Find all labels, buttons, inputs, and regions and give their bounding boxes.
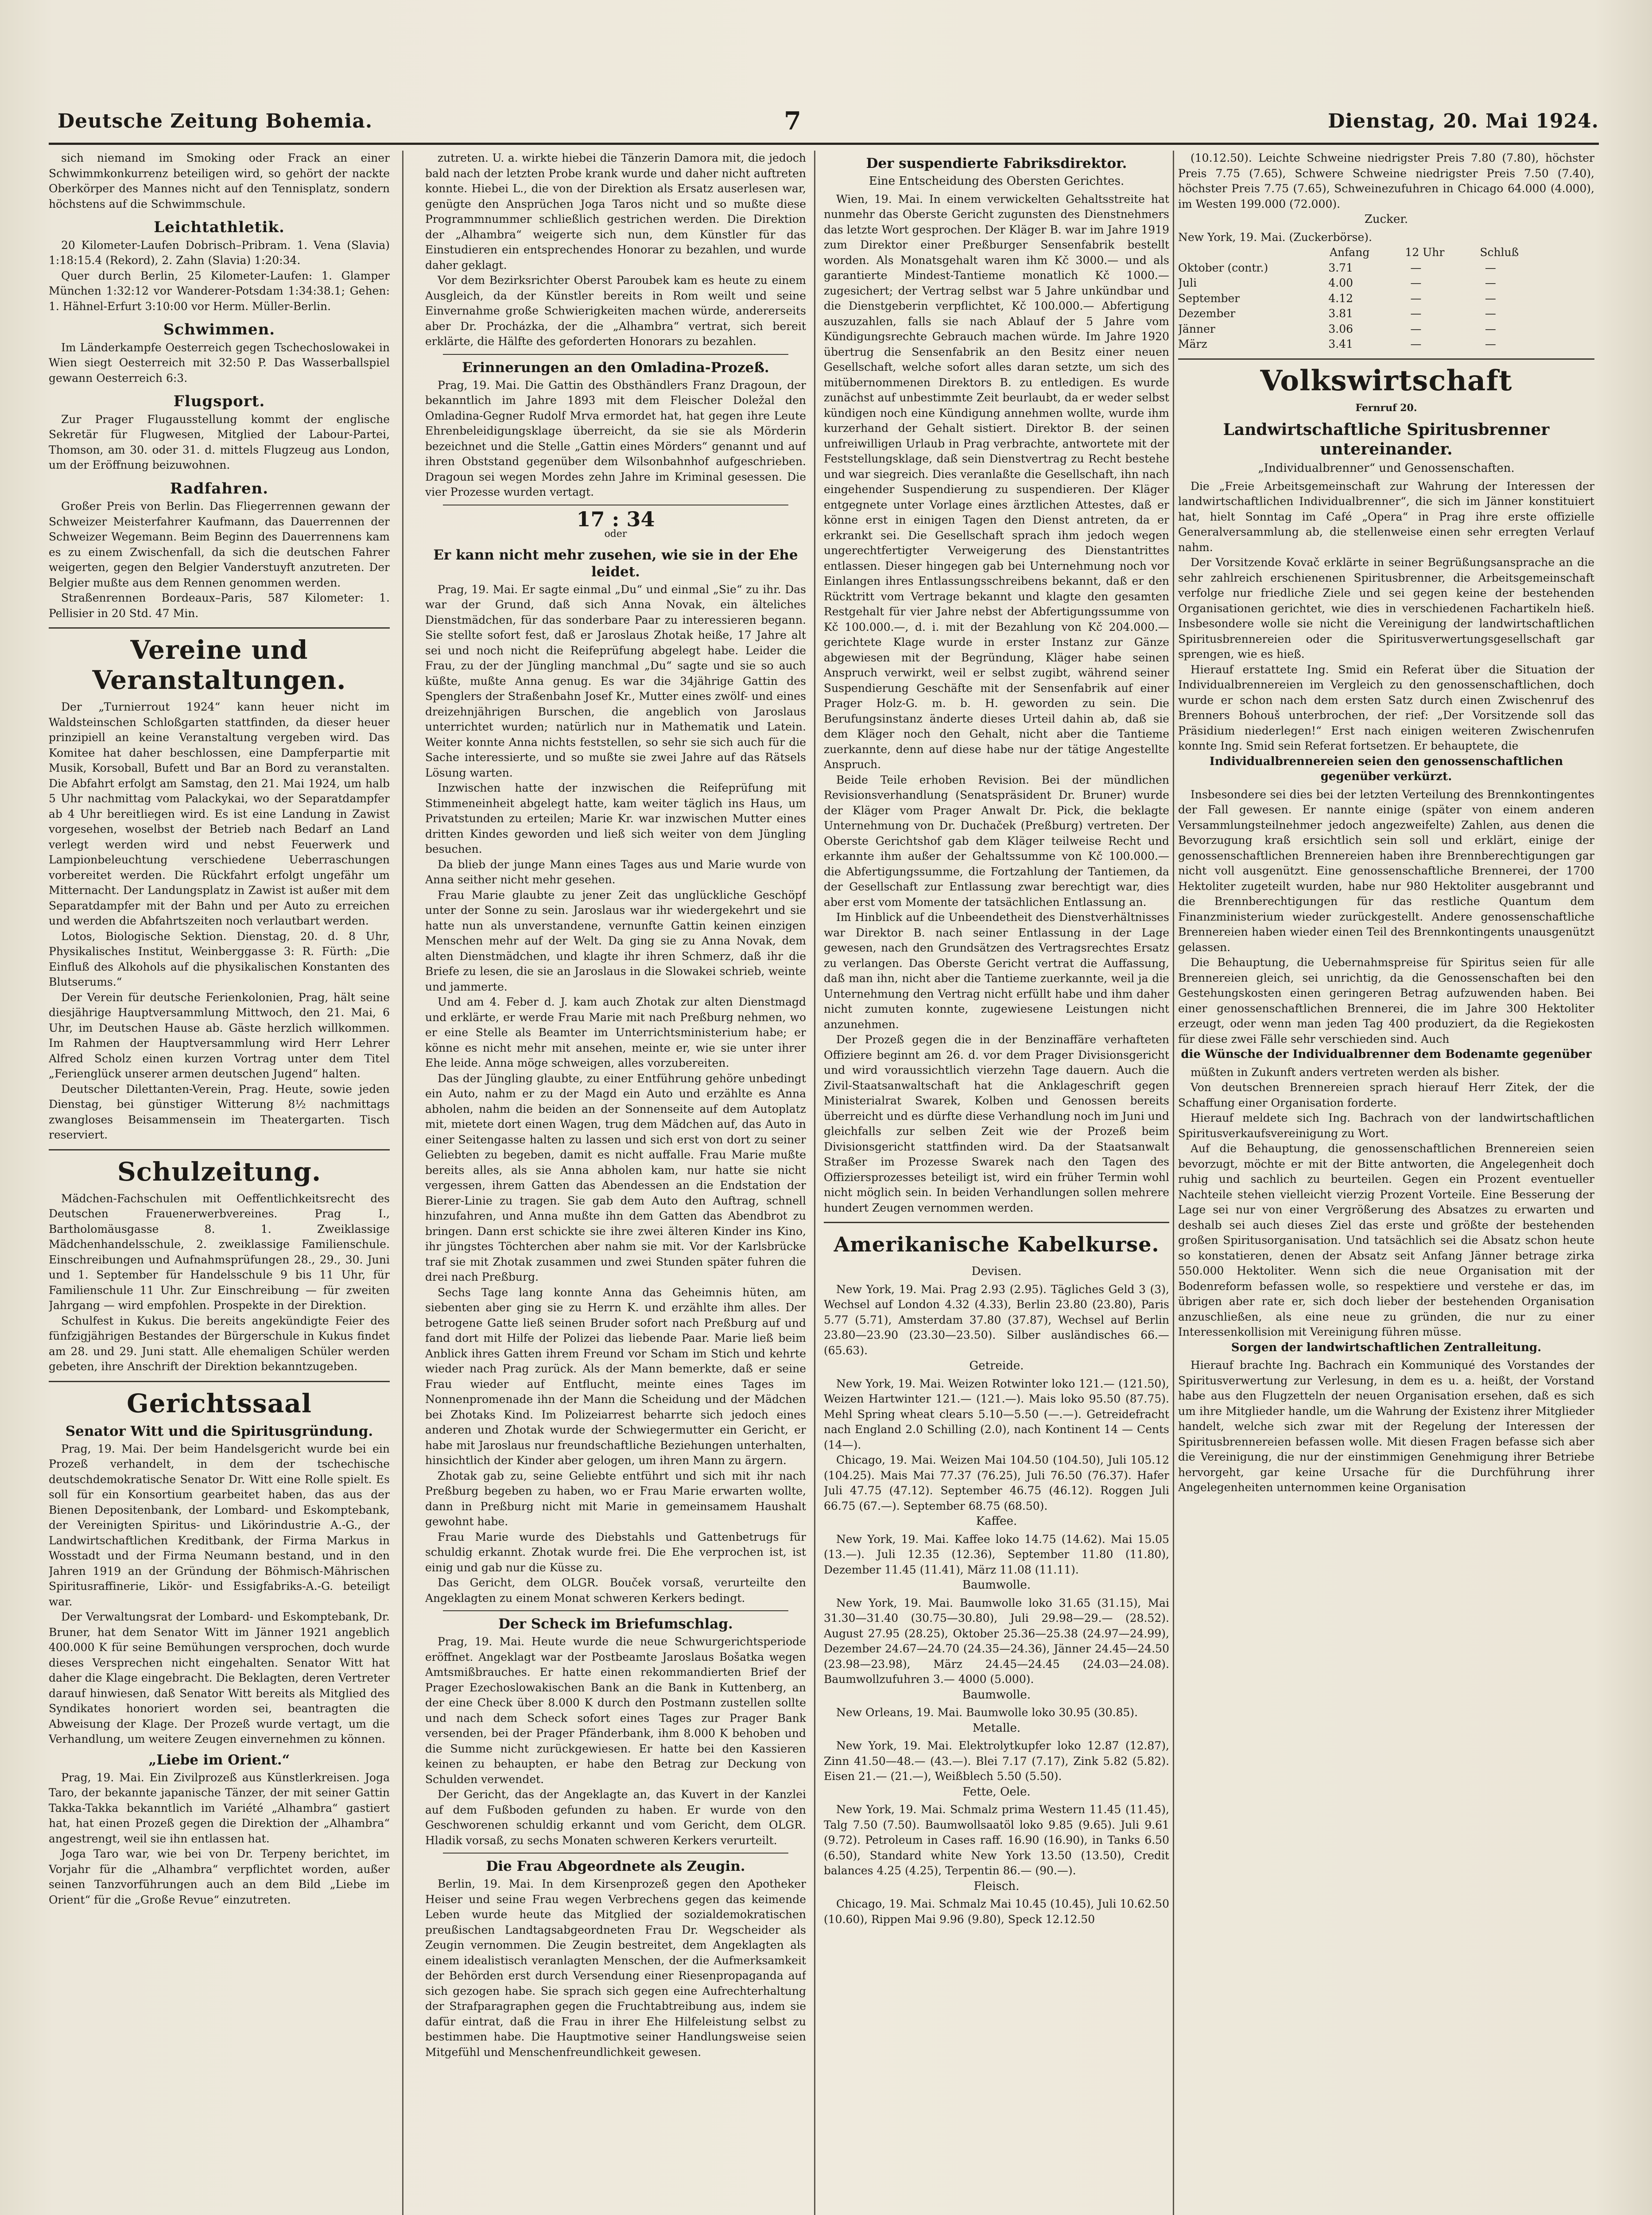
table-cell: 3.06 — [1328, 322, 1353, 335]
article-text: Hierauf brachte Ing. Bachrach ein Kommuniqué des Vorstandes der Spiritusverwertung zur Verlesung, in dem es u. a. heißt, der Vorstand habe aus den Flugzetteln der neuen Organisation ersehen, daß es sich um ihre Mitglieder handle, um die Wahrung der Existenz ihrer Mitglieder handelt, welche sich zwar mit der Regelung der Interessen der Spiritusbrennereien befassen wolle. Mit diesen Fragen befasse sich aber die Vereinigung, die nur der einstimmigen Genehmigung ihrer Betriebe hervorgeht, gar keine Ursache für die Durchführung ihrer Angelegenheiten unternommen keine Organisation — [1178, 1359, 1594, 1494]
market-text: New York, 19. Mai. Weizen Rotwinter loko 121.— (121.50), Weizen Hartwinter 121.— (121.—). Mais loko 95.50 (87.75). Mehl Spring wheat clears 5.10—5.50 (—.—). Getreidefracht nach England 2.0 Schilling (2.0), nach Kontinent 14 — Cents (14—). — [824, 1377, 1169, 1451]
section-title: Schulzeitung. — [117, 1156, 322, 1187]
market-heading: Metalle. — [972, 1721, 1021, 1735]
article-text: Auf die Behauptung, die genossenschaftlichen Brennereien seien bevorzugt, möchte er mit der Bitte antworten, die Angelegenheit doch ruhig und sachlich zu beurteilen. Gegen ein Prozent eventueller Nachteile stehen vielleicht vierzig Prozent Vorteile. Eine Besserung der Lage sei nur von einer Vergrößerung des Absatzes zu erwarten und deshalb sei auch dieses Ziel das erste und größte der bestehenden großen Spiritusorganisation. Und tatsächlich sei die Absatz schon heute so konstatieren, denen der Absatz seit Anfang Jänner betrage zirka 550.000 Hektoliter. Wenn sich die neue Organisation mit der Bodenreform befassen wolle, so respektiere und verstehe er das, im übrigen aber rate er, sich doch lieber der bestehenden Organisation anzuschließen, als eine neue zu gründen, die nur zu einer Interessenkollision mit Vereinigung führen müsse. — [1178, 1142, 1594, 1338]
section-title: Amerikanische Kabelkurse. — [834, 1232, 1160, 1256]
article-text: Die „Freie Arbeitsgemeinschaft zur Wahrung der Interessen der landwirtschaftlichen Individualbrenner“, die sich im Jänner konstituiert hat, hielt Sonntag im Café „Opera“ in Prag ihre erste offizielle Generalversammlung ab, die stellenweise einen sehr erregten Verlauf nahm. — [1178, 479, 1594, 554]
table-row — [1178, 260, 1536, 276]
table-cell: — — [1410, 322, 1422, 335]
table-row-label: September — [1178, 291, 1240, 305]
article-rule — [443, 1610, 788, 1611]
table-cell: 3.41 — [1328, 338, 1353, 350]
column-divider — [402, 151, 403, 2215]
article-text: Im Länderkampfe Oesterreich gegen Tschechoslowakei in Wien siegt Oesterreich mit 32:50 P. Das Wasserballspiel gewann Oesterreich 6:3. — [49, 341, 390, 385]
article-text: Und am 4. Feber d. J. kam auch Zhotak zur alten Dienstmagd und erklärte, er werde Frau Marie mit nach Preßburg nehmen, wo er eine Stelle als Beamter im Unterrichtsministerium habe; er könne es nicht mehr mit ansehen, meinte er, wie sie unter ihrer Ehe leide. Anna möge schweigen, alles vorzubereiten. — [425, 995, 806, 1069]
article-headline: „Liebe im Orient.“ — [148, 1752, 290, 1768]
article-text: Prag, 19. Mai. Die Gattin des Obsthändlers Franz Dragoun, der bekanntlich im Jahre 1893 mit dem Fleischer Doležal den Omladina-Gegner Rudolf Mrva ermordet hat, hat gegen ihre Leute Ehrenbeleidigungsklage überreicht, da sie sie als Mörderin bezeichnet und die Stelle „Gattin eines Mörders“ genannt und auf ihren Obststand gegenüber dem Wilsonbahnhof aufgeschrieben. Dragoun sei wegen Mordes zehn Jahre im Kriminal gesessen. Die vier Prozesse wurden vertagt. — [425, 378, 806, 498]
market-heading: Fette, Oele. — [962, 1785, 1031, 1799]
article-text: Quer durch Berlin, 25 Kilometer-Laufen: 1. Glamper München 1:32:12 vor Wanderer-Potsdam 1:34:38.1; Gehen: 1. Hähnel-Erfurt 3:10:00 vor Herm. Müller-Berlin. — [49, 269, 390, 313]
market-text: New York, 19. Mai. Prag 2.93 (2.95). Tägliches Geld 3 (3), Wechsel auf London 4.32 (4.33), Berlin 23.80 (23.80), Paris 5.77 (5.71), Amsterdam 37.80 (37.87), Wechsel auf Berlin 23.80—23.90 (23.30—23.50). Silber ausländisches 66.— (65.63). — [824, 1282, 1169, 1357]
table-corner — [1178, 245, 1312, 260]
column-4 — [1178, 151, 1594, 2215]
article-text: Vor dem Bezirksrichter Oberst Paroubek kam es heute zu einem Ausgleich, da der Künstler bereits in Rom weilt und seine Einvernahme große Schwierigkeiten machen würde, andererseits aber Dr. Procházka, der die „Alhambra“ vertrat, sich bereit erklärte, die Hälfte des geforderten Honorars zu bezahlen. — [425, 274, 806, 348]
table-row — [1178, 337, 1536, 352]
sugar-table — [1178, 245, 1536, 352]
table-cell: 4.00 — [1328, 276, 1353, 289]
section-heading: Leichtathletik. — [154, 218, 285, 236]
table-row-label: Jänner — [1178, 322, 1215, 335]
section-heading: Flugsport. — [173, 392, 265, 410]
section-rule — [49, 627, 390, 629]
section-rule — [49, 1381, 390, 1382]
table-row — [1178, 306, 1536, 322]
article-text: Da blieb der junge Mann eines Tages aus und Marie wurde von Anna seither nicht mehr gesehen. — [425, 858, 806, 886]
market-heading: Baumwolle. — [962, 1688, 1031, 1702]
article-text: Prag, 19. Mai. Er sagte einmal „Du“ und einmal „Sie“ zu ihr. Das war der Grund, daß sich Anna Novak, ein älteliches Dienstmädchen, für das sonderbare Paar zu interessieren begann. Sie stellte sofort fest, daß er Jaroslaus Zhotak heiße, 17 Jahre alt sei und noch nicht die Reifeprüfung abgelegt habe. Leider die Frau, zu der der Jüngling manchmal „Du“ sagte und sie so auch küßte, mußte Anna genug. Es war die 34jährige Gattin des Spenglers der Straßenbahn Josef Kr., Mutter eines zwölf- und eines dreizehnjährigen Burschen, die angeblich von Jaroslaus unterrichtet wurden; natürlich nur in Mathematik und Latein. Weiter konnte Anna nichts feststellen, so sehr sie sich auch für die Sache interessierte, und so mußte sie zwei Jahre auf das Rätsels Lösung warten. — [425, 583, 806, 779]
article-headline: Erinnerungen an den Omladina-Prozeß. — [462, 359, 769, 376]
article-text: Von deutschen Brennereien sprach hierauf Herr Zitek, der die Schaffung einer Organisation forderte. — [1178, 1081, 1594, 1109]
table-cell: 3.71 — [1328, 261, 1353, 274]
article-rule — [443, 354, 788, 355]
table-column-header: Anfang — [1330, 246, 1370, 259]
column-divider — [814, 151, 815, 2215]
table-row — [1178, 322, 1536, 337]
table-column-header: Schluß — [1480, 246, 1519, 259]
article-text: Prag, 19. Mai. Ein Zivilprozeß aus Künstlerkreisen. Joga Taro, der bekannte japanische Tänzer, der mit seiner Gattin Takka-Takka bekanntlich im Variété „Alhambra“ gastiert hat, hat einen Prozeß gegen die Direktion der „Alhambra“ angestrengt, weil sie ihn entlassen hat. — [49, 1771, 390, 1845]
article-headline: Landwirtschaftliche Spiritusbrenner untereinander. — [1223, 420, 1550, 459]
article-headline: Die Frau Abgeordnete als Zeugin. — [486, 1858, 745, 1874]
article-headline: Der suspendierte Fabriksdirektor. — [866, 155, 1127, 171]
article-text: Wien, 19. Mai. In einem verwickelten Gehaltsstreite hat nunmehr das Oberste Gericht zugunsten des Dienstnehmers das letzte Wort gesprochen. Der Kläger B. war im Jahre 1919 zum Direktor einer Preßburger Sensenfabrik bestellt worden. Als Monatsgehalt waren ihm Kč 3000.— und als garantierte Mindest-Tantieme monatlich Kč 1000.— zugesichert; der Vertrag selbst war 5 Jahre unkündbar und die Dienstgeberin verpflichtet, Kč 100.000.— Abfertigung auszuzahlen, falls sie nach Ablauf der 5 Jahre vom Kündigungsrechte Gebrauch machen würde. Im Jahre 1920 übertrug die Sensenfabrik an den Besitz einer neuen Gesellschaft, welche sofort alles daran setzte, um sich des mitübernommenen Direktors B. zu entledigen. Es wurde zunächst auf unbestimmte Zeit beurlaubt, da er weder selbst kündigen noch eine Kündigung annehmen wollte, wurde ihm kurzerhand der Gehalt sistiert. Direktor B. der seinen unfreiwilligen Urlaub in Prag verbrachte, antwortete mit der Feststellungsklage, daß sein Dienstvertrag zu Recht bestehe und war siegreich. Dies veranlaßte die Gesellschaft, ihn nach eingehender Suspendierung zu suspendieren. Der Kläger entgegnete unter Vorlage eines ärztlichen Attestes, daß er könne erst in einigen Tagen den Dienst antreten, da er erkrankt sei. Die Gesellschaft sprach ihm jedoch wegen ungerechtfertigter Verweigerung des Dienstantrittes entlassen. Dieser hingegen gab bei Unternehmung noch vor Einlangen ihres Entlassungsschreibens bekannt, daß er den Rücktritt vom Vertrage bekannt und klagte den gesamten Restgehalt für vier Jahre nebst der Abfertigungssumme von Kč 100.000.—, d. i. mit der Bezahlung von Kč 204.000.— gerichtete Klage wurde in erster Instanz zur Gänze abgewiesen mit der Begründung, Kläger habe seinen Anspruch verwirkt, weil er selbst zugibt, während seiner Suspendierung Geschäfte mit der Sensenfabrik auf einer Prager Holz-G. m. b. H. geworden zu sein. Die Berufungsinstanz änderte dieses Urteil dahin ab, daß sie dem Kläger noch den Gehalt, nicht aber die Tantieme zuerkannte, denn auf diese habe nur der tätige Angestellte Anspruch. — [824, 192, 1169, 771]
article-subheadline: die Wünsche der Individualbrenner dem Bodenamte gegenüber — [1181, 1048, 1592, 1061]
article-text: Die Behauptung, die Uebernahmspreise für Spiritus seien für alle Brennereien gleich, sei unrichtig, da die Genossenschaften bei den Gestehungskosten einen geringeren Betrag aufzuwenden haben. Bei einer genossenschaftlichen Brennerei, die im Jahre 300 Hektoliter erzeugt, oder wenn man jeden Tag 400 produziert, da die Regiekosten für diese zwei Fälle sehr verschieden sind. Auch — [1178, 956, 1594, 1045]
article-text: zutreten. U. a. wirkte hiebei die Tänzerin Damora mit, die jedoch bald nach der letzten Probe krank wurde und daher nicht auftreten konnte. Hiebei L., die von der Direktion als Ersatz auserlesen war, genügte den Ansprüchen Joga Taros nicht und so mußte diese Programmnummer schließlich gestrichen werden. Die Direktion der „Alhambra“ weigerte sich nun, dem Künstler für das Einstudieren ein entsprechendes Honorar zu bezahlen, und wurde daher geklagt. — [425, 152, 806, 272]
article-text: Zhotak gab zu, seine Geliebte entführt und sich mit ihr nach Preßburg begeben zu haben, wo er Frau Marie erwarten wollte, dann in Preßburg nicht mit Marie in gemeinsamem Haushalt gewohnt habe. — [425, 1469, 806, 1528]
section-title: Vereine und Veranstaltungen. — [92, 635, 346, 695]
article-subheadline: Eine Entscheidung des Obersten Gerichtes. — [869, 175, 1125, 188]
headline-connector: oder — [604, 528, 627, 540]
table-row-label: Juli — [1178, 276, 1197, 289]
table-cell: — — [1485, 307, 1496, 320]
market-text: Chicago, 19. Mai. Schmalz Mai 10.45 (10.45), Juli 10.62.50 (10.60), Rippen Mai 9.96 (9.80), Speck 12.12.50 — [824, 1897, 1169, 1926]
masthead-date: Dienstag, 20. Mai 1924. — [1328, 110, 1599, 132]
article-text: 20 Kilometer-Laufen Dobrisch–Pribram. 1. Vena (Slavia) 1:18:15.4 (Rekord), 2. Zahn (Slavia) 1:20:34. — [49, 238, 390, 267]
article-subheadline: Sorgen der landwirtschaftlichen Zentralleitung. — [1231, 1341, 1542, 1354]
market-text: Chicago, 19. Mai. Weizen Mai 104.50 (104.50), Juli 105.12 (104.25). Mais Mai 77.37 (76.25), Juli 76.50 (76.37). Hafer Juli 47.75 (47.12). September 46.75 (46.12). Roggen Juli 66.75 (67.—). September 68.75 (68.50). — [824, 1453, 1169, 1512]
market-heading: Kaffee. — [976, 1515, 1017, 1528]
article-rule — [443, 1853, 788, 1854]
article-text: Schulfest in Kukus. Die bereits angekündigte Feier des fünfzigjährigen Bestandes der Bürgerschule in Kukus findet am 28. und 29. Juni statt. Alle ehemaligen Schüler werden gebeten, ihre Anschrift der Direktion bekanntzugeben. — [49, 1314, 390, 1373]
market-heading: Devisen. — [971, 1265, 1022, 1278]
column-1 — [49, 151, 390, 2215]
article-text: Hierauf meldete sich Ing. Bachrach von der landwirtschaftlichen Spiritusverkaufsvereinigung zu Wort. — [1178, 1111, 1594, 1140]
table-cell: — — [1410, 338, 1422, 350]
article-text: Im Hinblick auf die Unbeendetheit des Dienstverhältnisses war Direktor B. nach seiner Entlassung in der Lage gewesen, nach den Grundsätzen des Vertragsrechtes Ersatz zu verlangen. Das Oberste Gericht vertrat die Auffassung, daß man ihn, nicht aber die Tantieme zuerkannte, weil ja die Unternehmung den Vertrag nicht erfüllt habe und ihm daher nicht zumuten konnte, zugewiesene Leistungen nicht anzunehmen. — [824, 911, 1169, 1031]
article-text: Frau Marie wurde des Diebstahls und Gattenbetrugs für schuldig erkannt. Zhotak wurde frei. Die Ehe verprochen ist, ist einig und gab nur die Küsse zu. — [425, 1530, 806, 1574]
article-text: Das Gericht, dem OLGR. Bouček vorsaß, verurteilte den Angeklagten zu einem Monat schweren Kerkers bedingt. — [425, 1576, 806, 1605]
table-row-label: Oktober (contr.) — [1178, 261, 1268, 274]
table-cell: — — [1410, 261, 1422, 274]
article-text: Beide Teile erhoben Revision. Bei der mündlichen Revisionsverhandlung (Senatspräsident Dr. Bruner) wurde der Kläger vom Prager Anwalt Dr. Pick, die beklagte Unternehmung von Dr. Duchaček (Preßburg) vertreten. Der Oberste Gerichtshof gab dem Kläger teilweise Recht und erkannte ihm außer der Gehaltssumme von Kč 100.000.— die Abfertigungssumme, die Fortzahlung der Tantiemen, da der Gesellschaft zur Entlassung zwar berechtigt war, dies aber erst vom Momente der tatsächlichen Entlassung an. — [824, 773, 1169, 909]
market-text: (10.12.50). Leichte Schweine niedrigster Preis 7.80 (7.80), höchster Preis 7.75 (7.65), Schwere Schweine niedrigster Preis 7.50 (7.40), höchster Preis 7.75 (7.65), Schweinezufuhren in Chicago 64.000 (4.000), im Westen 199.000 (72.000). — [1178, 152, 1594, 210]
table-cell: — — [1485, 276, 1496, 289]
column-2 — [425, 151, 806, 2215]
table-cell: — — [1410, 291, 1422, 305]
section-rule — [1178, 358, 1594, 360]
headline-score: 17 : 34 — [576, 507, 655, 531]
market-heading: Fleisch. — [973, 1879, 1020, 1893]
market-heading: Getreide. — [969, 1359, 1024, 1372]
article-text: Der Prozeß gegen die in der Benzinaffäre verhafteten Offiziere beginnt am 26. d. vor dem Prager Divisionsgericht und wird voraussichtlich vierzehn Tage dauern. Auch die Zivil-Staatsanwaltschaft hat die Anklageschrift gegen Ministerialrat Swarek, Kolben und Genossen bereits überreicht und es dürfte diese Verhandlung noch im Juni und gleichfalls zur selben Zeit wie der Prozeß beim Divisionsgericht stattfinden wird. Da der Staatsanwalt Straßer im Prozesse Swarek nach den Tagen des Offiziersprozesses beteiligt ist, wird ein früher Termin wohl nicht möglich sein. In beiden Verhandlungen sollen mehrere hundert Zeugen vernommen werden. — [824, 1033, 1169, 1214]
page-number: 7 — [784, 106, 802, 136]
table-row — [1178, 276, 1536, 291]
article-text: Berlin, 19. Mai. In dem Kirsenprozeß gegen den Apotheker Heiser und seine Frau wegen Verbrechens gegen das keimende Leben wurde heute das Mitglied der sozialdemokratischen preußischen Landtagsabgeordneten Frau Dr. Wegscheider als Zeugin vernommen. Die Zeugin bestreitet, dem Angeklagten als einem idealistisch veranlagten Menschen, der die Aufmerksamkeit der Behörden erst durch Versendung einer Riesenpropaganda auf sich gezogen habe. Sie sprach sich gegen eine Aufrechterhaltung der Strafparagraphen gegen die Fruchtabtreibung aus, indem sie dafür eintrat, daß die Frau in ihrer Ehe Hilfeleistung selbst zu bestimmen habe. Die Hauptmotive seiner Handlungsweise seien Mitgefühl und Menschenfreundlichkeit gewesen. — [425, 1877, 806, 2059]
table-cell: — — [1485, 338, 1496, 350]
market-text: New York, 19. Mai. Elektrolytkupfer loko 12.87 (12.87), Zinn 41.50—48.— (43.—). Blei 7.17 (7.17), Zink 5.82 (5.82). Eisen 21.— (21.—), Weißblech 5.50 (5.50). — [824, 1739, 1169, 1783]
article-text: Prag, 19. Mai. Der beim Handelsgericht wurde bei ein Prozeß verhandelt, in dem der tschechische deutschdemokratische Senator Dr. Witt eine Rolle spielt. Es soll für ein Konsortium gearbeitet haben, das aus der Bienen Depositenbank, der Lombard- und Eskomptebank, der Vereinigten Spiritus- und Likörindustrie A.-G., der Landwirtschaftlichen Kreditbank, der Firma Markus in Wosstadt und der Firma Neumann bestand, und in den Jahren 1919 an der Gründung der Böhmisch-Mährischen Spiritusraffinerie, Likör- und Essigfabriks-A.-G. beteiligt war. — [49, 1442, 390, 1608]
article-text: Insbesondere sei dies bei der letzten Verteilung des Brennkontingentes der Fall gewesen. Er nannte einige (später von einem anderen Versammlungsteilnehmer jedoch angezweifelte) Zahlen, aus denen die Bevorzugung kraß ersichtlich sein soll und erklärt, einige der genossenschaftlichen Brennereien haben ihre Brennberechtigungen gar nicht voll ausgenützt. Eine genossenschaftliche Brennerei, der 1700 Hektoliter zugeteilt wurden, habe nur 980 Hektoliter ausgebrannt und die Brennberechtigungen für das restliche Quantum dem Finanzministerium wieder zurückgestellt. Andere genossenschaftliche Brennereien haben wieder einen Teil des Brennkontingents unausgenützt gelassen. — [1178, 788, 1594, 954]
article-text: Lotos, Biologische Sektion. Dienstag, 20. d. 8 Uhr, Physikalisches Institut, Weinberggasse 3: R. Fürth: „Die Einfluß des Alkohols auf die physikalischen Konstanten des Blutserums.“ — [49, 929, 390, 988]
section-heading: Radfahren. — [170, 479, 269, 497]
article-text: Der Verein für deutsche Ferienkolonien, Prag, hält seine diesjährige Hauptversammlung Mittwoch, den 21. Mai, 6 Uhr, im Deutschen Hause ab. Gäste herzlich willkommen. Im Rahmen der Hauptversammlung wird Herr Lehrer Alfred Scholz einen kurzen Vortrag unter dem Titel „Ferienglück unserer armen deutschen Jugend“ halten. — [49, 991, 390, 1080]
table-row — [1178, 291, 1536, 307]
table-cell: — — [1485, 322, 1496, 335]
article-headline: Er kann nicht mehr zusehen, wie sie in der Ehe leidet. — [433, 547, 798, 580]
header-rule — [49, 143, 1599, 145]
section-heading: Schwimmen. — [163, 321, 275, 338]
masthead-left: Deutsche Zeitung Bohemia. — [58, 110, 373, 132]
market-text: New York, 19. Mai. Baumwolle loko 31.65 (31.15), Mai 31.30—31.40 (30.75—30.80), Juli 29.98—29.— (28.52). August 27.95 (28.25), Oktober 25.36—25.38 (24.97—24.99), Dezember 24.67—24.70 (24.35—24.36), Jänner 24.45—24.50 (23.98—23.98), März 24.45—24.45 (24.03—24.08). Baumwollzufuhren 3.— 4000 (5.000). — [824, 1596, 1169, 1686]
article-text: Deutscher Dilettanten-Verein, Prag. Heute, sowie jeden Dienstag, bei günstiger Witterung 8½ nachmittags zwangloses Beisammensein im Theatergarten. Tisch reserviert. — [49, 1082, 390, 1141]
table-row-label: Dezember — [1178, 307, 1236, 320]
article-headline: Senator Witt und die Spiritusgründung. — [65, 1423, 373, 1439]
article-text: Der Gericht, das der Angeklagte an, das Kuvert in der Kanzlei auf dem Fußboden gefunden zu haben. Er wurde von den Geschworenen schuldig erkannt und vom Gericht, dem OLGR. Hladik vorsaß, zu sechs Monaten schweren Kerkers verurteilt. — [425, 1788, 806, 1847]
article-text: Der Verwaltungsrat der Lombard- und Eskomptebank, Dr. Bruner, hat dem Senator Witt im Jänner 1921 angeblich 400.000 K für seine Bemühungen versprochen, doch wurde dieses Versprechen nicht eingehalten. Senator Witt hat daher die Klage eingebracht. Die Beklagten, deren Vertreter darauf hinwiesen, daß Senator Witt bereits als Mitglied des Syndikates honoriert worden sei, beantragten die Abweisung der Klage. Der Prozeß wurde vertagt, um die Verhandlung, um weitere Zeugen einvernehmen zu können. — [49, 1610, 390, 1745]
section-rule — [49, 1149, 390, 1150]
market-heading: Zucker. — [1364, 213, 1408, 226]
market-heading: Baumwolle. — [962, 1578, 1031, 1592]
article-text: Hierauf erstattete Ing. Smid ein Referat über die Situation der Individualbrennereien im Vergleich zu den genossenschaftlichen, doch wurde er schon nach dem ersten Satz durch einen Zwischenruf des Brenners Bohouš unterbrochen, der rief: „Der Vorsitzende soll das Präsidium niederlegen!“ Erst nach einigen weiteren Zwischenrufen konnte Ing. Smid sein Referat fortsetzen. Er behauptete, die — [1178, 663, 1594, 752]
section-rule — [824, 1222, 1169, 1223]
article-subheadline: „Individualbrenner“ und Genossenschaften. — [1258, 462, 1515, 475]
article-headline: Der Scheck im Briefumschlag. — [498, 1616, 733, 1632]
article-text: Straßenrennen Bordeaux–Paris, 587 Kilometer: 1. Pellisier in 20 Std. 47 Min. — [49, 591, 390, 620]
article-text: müßten in Zukunft anders vertreten werden als bisher. — [1191, 1065, 1500, 1079]
article-text: Sechs Tage lang konnte Anna das Geheimnis hüten, am siebenten aber ging sie zu Herrn K. und erzählte ihm alles. Der betrogene Gatte ließ seinen Bruder sofort nach Preßburg auf und fand dort mit Hilfe der Polizei das liebende Paar. Marie ließ beim Anblick ihres Gatten ihrem Freund vor Scham im Stich und kehrte wieder nach Prag zurück. Als der Mann bemerkte, daß er seine Frau wieder auf Entflucht, meinte eines Tages im Nonnenpromenade ihn der Mann die Scheidung und der Mädchen bei Zhotaks Kind. Im Polizeiarrest beharrte sich jedoch eines anderen und Zhotak wurde der Schwiegermutter ein Gericht, er habe mit Jaroslaus nur freundschaftliche Beziehungen unterhalten, hinsichtlich der Kinder aber gelogen, um ihren Mann zu ärgern. — [425, 1286, 806, 1467]
table-cell: 4.12 — [1328, 291, 1353, 305]
market-text: New York, 19. Mai. Schmalz prima Western 11.45 (11.45), Talg 7.50 (7.50). Baumwollsaatöl loko 9.85 (9.65). Juli 9.61 (9.72). Petroleum in Cases raff. 16.90 (16.90), in Tanks 6.50 (6.50), Standard white New York 13.50 (13.50), Credit balances 4.25 (4.25), Terpentin 86.— (90.—). — [824, 1803, 1169, 1877]
article-text: sich niemand im Smoking oder Frack an einer Schwimmkonkurrenz beteiligen wird, so gehört der nackte Oberkörper des Mannes nicht auf den Tennisplatz, sondern höchstens auf die Schwimmschule. — [49, 152, 390, 210]
article-text: Der „Turnierrout 1924“ kann heuer nicht im Waldsteinschen Schloßgarten stattfinden, da dieser heuer prinzipiell an keine Veranstaltung vergeben wird. Das Komitee hat daher beschlossen, eine Dampferpartie mit Musik, Korsoball, Bufett und Bar an Bord zu veranstalten. Die Abfahrt erfolgt am Samstag, den 21. Mai 1924, um halb 5 Uhr nachmittag vom Palackykai, wo der Separatdampfer ab 4 Uhr bereitliegen wird. Es ist eine Landung in Zawist vorgesehen, woselbst der Betrieb nach Bedarf an Land verlegt werden wird und nebst Feuerwerk und Lampionbeleuchtung verschiedene Ueberraschungen vorbereitet werden. Die Rückfahrt erfolgt ungefähr um Mitternacht. Der Landungsplatz in Zawist ist außer mit dem Separatdampfer mit der Bahn und per Auto zu erreichen und werden die Abfahrtszeiten noch verlautbart werden. — [49, 700, 390, 927]
table-cell: — — [1410, 307, 1422, 320]
sugar-exchange-title: New York, 19. Mai. (Zuckerbörse). — [1178, 230, 1372, 244]
table-cell: — — [1485, 291, 1496, 305]
article-text: Prag, 19. Mai. Heute wurde die neue Schwurgerichtsperiode eröffnet. Angeklagt war der Postbeamte Jaroslaus Bošatka wegen Amtsmißbrauches. Er hatte einen rekommandierten Brief der Prager Ezechoslowakischen Bank an die Bank in Kuttenberg, an der eine Check über 8.000 K durch den Postmann zustellen sollte und nach dem Scheck sofort eines Tages zur Prager Bank versenden, bei der Prager Pfänderbank, ihm 8.000 K behoben und die Summe nicht zurückgewiesen. Er hatte bei den Kassieren keinen zu behaupten, er habe den Betrag zur Deckung von Schulden verwendet. — [425, 1635, 806, 1786]
article-text: Inzwischen hatte der inzwischen die Reifeprüfung mit Stimmeneinheit abgelegt hatte, kam weiter täglich ins Haus, um Privatstunden zu erteilen; Marie Kr. war inzwischen Mutter eines dritten Kindes geworden und ließ sich weiter von dem Jüngling besuchen. — [425, 781, 806, 855]
article-text: Das der Jüngling glaubte, zu einer Entführung gehöre unbedingt ein Auto, nahm er zu der Magd ein Auto und erzählte es Anna abholen, nahm die beiden an der Sonnenseite auf dem Autoplatz mit, mietete dort einen Wagen, trug dem Mädchen auf, das Auto in einer Seitengasse halten zu lassen und sich erst von dort zu seiner Geliebten zu begeben, damit es nicht auffalle. Frau Marie mußte bereits alles, als sie Anna abholen kam, nur hatte sie nicht vergessen, ihrem Gatten das Abendessen an die Endstation der Bierer-Linie zu tragen. Sie gab dem Auto den Auftrag, schnell hinzufahren, und Anna mußte ihn dem Gatten das Abendbrot zu bringen. Dann erst schickte sie ihre zwei älteren Kinder ins Kino, ihr jüngstes Töchterchen aber nahm sie mit. Vor der Karlsbrücke traf sie mit Zhotak zusammen und zwei Stunden später fuhren die drei nach Preßburg. — [425, 1072, 806, 1283]
article-text: Großer Preis von Berlin. Das Fliegerrennen gewann der Schweizer Meisterfahrer Kaufmann, das Dauerrennen der Schweizer Wegemann. Beim Beginn des Dauerrennens kam es zu einem Zwischenfall, da sich die deutschen Fahrer weigerten, gegen den Belgier Vanderstuyft anzutreten. Der Belgier mußte aus dem Rennen genommen werden. — [49, 500, 390, 589]
table-cell: 3.81 — [1328, 307, 1353, 320]
article-text: Zur Prager Flugausstellung kommt der englische Sekretär für Flugwesen, Mitglied der Labour-Partei, Thomson, am 30. oder 31. d. mittels Flugzeug aus London, um der Eröffnung beizuwohnen. — [49, 412, 390, 471]
column-3 — [824, 151, 1169, 2215]
table-column-header: 12 Uhr — [1405, 246, 1445, 259]
article-text: Frau Marie glaubte zu jener Zeit das unglückliche Geschöpf unter der Sonne zu sein. Jaroslaus war ihr wiedergekehrt und sie hatte nun als unverstandene, vernunfte Gattin keinen einzigen Menschen mehr auf der Welt. Da ging sie zu Anna Novak, dem alten Dienstmädchen, und klagte ihr ihren Schmerz, daß ihr die Briefe zu lesen, die sie an Jaroslaus in die Slowakei schrieb, weinte und jammerte. — [425, 888, 806, 993]
table-cell: — — [1485, 261, 1496, 274]
table-cell: — — [1410, 276, 1422, 289]
column-divider — [1173, 151, 1174, 2215]
article-subheadline: Individualbrennereien seien den genossenschaftlichen gegenüber verkürzt. — [1209, 754, 1563, 783]
article-text: Mädchen-Fachschulen mit Oeffentlichkeitsrecht des Deutschen Frauenerwerbvereines. Prag I., Bartholomäusgasse 8. 1. Zweiklassige Mädchenhandelsschule, 2. zweiklassige Familienschule. Einschreibungen und Aufnahmsprüfungen 28., 29., 30. Juni und 1. September für Handelsschule 9 bis 11 Uhr, für Familienschule 11 Uhr. Zur Einschreibung — für zweiten Jahrgang — wird empfohlen. Prospekte in der Direktion. — [49, 1192, 390, 1312]
table-row-label: März — [1178, 338, 1207, 350]
article-text: Der Vorsitzende Kovač erklärte in seiner Begrüßungsansprache an die sehr zahlreich erschienenen Spiritusbrenner, die Arbeitsgemeinschaft verfolge nur friedliche Ziele und sei gegen keine der bestehenden Organisationen gerichtet, wie dies in verschiedenen Fachartikeln hieß. Insbesondere wolle sie nicht die Vereinigung der landwirtschaftlichen Spiritusbrennereien oder die Spiritusverwertungsgesellschaft gar sprengen, wie es hieß. — [1178, 556, 1594, 661]
section-title: Gerichtssaal — [127, 1388, 312, 1418]
section-title: Volkswirtschaft — [1260, 364, 1512, 397]
phone-line: Fernruf 20. — [1355, 402, 1417, 414]
market-text: New York, 19. Mai. Kaffee loko 14.75 (14.62). Mai 15.05 (13.—). Juli 12.35 (12.36), September 11.80 (11.80), Dezember 11.45 (11.41), März 11.08 (11.11). — [824, 1532, 1169, 1576]
market-text: New Orleans, 19. Mai. Baumwolle loko 30.95 (30.85). — [836, 1706, 1138, 1719]
article-text: Joga Taro war, wie bei von Dr. Terpeny berichtet, im Vorjahr für die „Alhambra“ verpflichtet worden, außer seinen Tanzvorführungen auch an dem Bild „Liebe im Orient“ für die „Große Revue“ einzutreten. — [49, 1847, 390, 1906]
